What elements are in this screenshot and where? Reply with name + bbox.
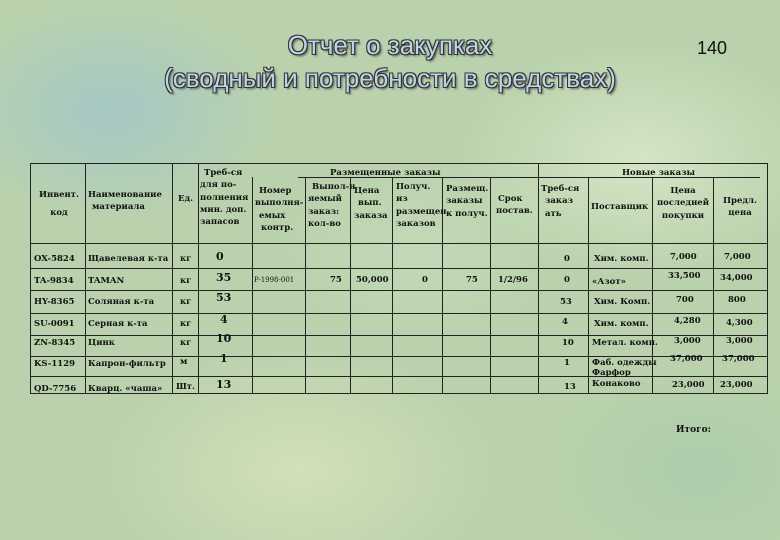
cell-unit: кг (180, 276, 192, 286)
header-delivery-term (496, 193, 533, 218)
row-divider (30, 313, 768, 314)
header-text: покупки (661, 210, 705, 221)
col-divider (198, 163, 199, 394)
cell-supplier: Фарфор Конаково (592, 368, 641, 389)
cell-name: TAMAN (88, 276, 125, 286)
header-text: полнения (200, 192, 249, 203)
col-divider (392, 177, 393, 394)
col-divider (490, 177, 491, 394)
cell-order: 10 (562, 338, 574, 348)
cell-last-price: 4,280 (674, 316, 701, 326)
cell-unit: кг (180, 319, 192, 329)
purchase-report-table (30, 163, 768, 394)
cell-code: SU-0091 (34, 319, 75, 329)
header-supplier: Поставщик (591, 202, 649, 212)
header-text: заказы (446, 196, 483, 207)
cell-unit: Шт. (176, 382, 196, 392)
header-text: размещен. (396, 206, 450, 217)
header-text: Цена (354, 186, 380, 196)
col-divider (172, 163, 173, 394)
cell-unit: кг (180, 297, 192, 307)
header-text: емых (259, 210, 286, 221)
total-label: Итого: (676, 425, 711, 435)
row-divider (30, 356, 768, 357)
cell-last-price: 3,000 (674, 336, 701, 346)
header-received (396, 181, 449, 230)
cell-order-number: P-1998-001 (254, 276, 295, 284)
header-text: контр. (261, 222, 294, 233)
cell-offer-price: 800 (728, 295, 746, 305)
cell-delivery: 1/2/96 (498, 275, 528, 285)
cell-received: 0 (422, 275, 428, 285)
page-number: 140 (697, 38, 728, 58)
cell-unit: м (180, 357, 188, 367)
placed-orders-group: Размещенные заказы (330, 168, 441, 178)
cell-code: KS-1129 (34, 359, 76, 369)
cell-unit: кг (180, 338, 192, 348)
cell-order: 13 (564, 382, 576, 392)
col-divider (538, 163, 539, 394)
header-unit: Ед. (178, 194, 194, 204)
col-divider (713, 177, 714, 394)
header-text: ать (545, 208, 562, 219)
cell-code: ZN-8345 (34, 338, 76, 348)
header-placed-due (446, 183, 488, 220)
table-border-left (30, 163, 31, 394)
header-text: заказ: (308, 206, 340, 217)
new-orders-group: Новые заказы (622, 168, 696, 178)
cell-name: Соляная к-та (88, 297, 155, 307)
cell-last-price: 700 (676, 295, 694, 305)
cell-name: Капрон-фильтр (88, 359, 166, 369)
cell-offer-price: 34,000 (720, 273, 753, 283)
header-last-price (656, 185, 710, 222)
col-divider (305, 177, 306, 394)
cell-name: Серная к-та (88, 319, 148, 329)
header-text: заказов (396, 218, 436, 229)
header-text: Цена (670, 186, 696, 196)
cell-offer-price: 3,000 (726, 336, 753, 346)
row-divider (30, 268, 768, 269)
cell-last-price: 37,000 (670, 354, 703, 364)
cell-req: 1 (220, 352, 228, 365)
header-text: материала (92, 202, 145, 213)
cell-last-price: 23,000 (672, 380, 705, 390)
header-text: Наименование (88, 190, 162, 200)
header-divider (30, 243, 768, 244)
cell-order: 4 (562, 317, 568, 327)
header-req-min (200, 167, 248, 229)
slide-title-line-2: (сводный и потребности в средствах) (164, 63, 616, 93)
cell-offer-price: 7,000 (724, 252, 751, 262)
header-text: постав. (496, 206, 533, 217)
cell-order: 0 (564, 275, 570, 285)
col-divider (252, 177, 253, 394)
cell-supplier: «Азот» (592, 277, 626, 287)
col-divider (85, 163, 86, 394)
header-text: Срок (498, 194, 523, 204)
header-text: Инвент. (38, 190, 79, 200)
cell-order: 0 (564, 254, 570, 264)
cell-order: 1 (564, 358, 570, 368)
header-text: яемый (308, 194, 342, 205)
cell-offer-price: 37,000 (722, 354, 755, 364)
header-req-order (541, 183, 579, 220)
header-name (88, 189, 162, 214)
cell-supplier: Фаб. одежды (592, 358, 657, 368)
header-text: цена (728, 208, 752, 219)
cell-code: OX-5824 (34, 254, 75, 264)
slide-title-line-1: Отчет о закупках (287, 30, 493, 60)
header-text: заказа (354, 210, 388, 221)
header-text: Треб-ся (204, 168, 243, 178)
table-border-top (30, 163, 768, 164)
cell-supplier: Хим. комп. (594, 319, 649, 329)
header-text: мин. доп. (200, 204, 247, 215)
cell-supplier: Хим. комп. (594, 254, 649, 264)
cell-order: 53 (560, 297, 572, 307)
cell-code: HY-8365 (34, 297, 75, 307)
row-divider (30, 376, 768, 377)
cell-exec-price: 50,000 (356, 275, 389, 285)
row-divider (30, 335, 768, 336)
header-text: для по- (200, 180, 237, 191)
cell-req: 13 (216, 378, 232, 391)
header-text: код (50, 208, 68, 219)
cell-offer-price: 23,000 (720, 380, 753, 390)
cell-req: 35 (216, 271, 232, 284)
header-text: из (396, 194, 408, 205)
cell-executed: 75 (330, 275, 342, 285)
cell-req: 0 (216, 250, 224, 263)
cell-code: QD-7756 (34, 384, 77, 394)
header-executed-qty (308, 181, 355, 230)
cell-offer-price: 4,300 (726, 318, 753, 328)
cell-unit: кг (180, 254, 192, 264)
cell-name: Кварц. «чаша» (88, 384, 163, 394)
header-text: Треб-ся (541, 184, 580, 194)
cell-supplier: Хим. Комп. (594, 297, 651, 307)
table-border-right (767, 163, 768, 394)
cell-name: Щавелевая к-та (88, 254, 169, 264)
cell-req: 4 (220, 313, 228, 326)
cell-supplier: Метал. комп. (592, 338, 658, 348)
header-order-number (255, 185, 303, 234)
header-text: Предл. (723, 196, 757, 206)
cell-code: TA-9834 (34, 276, 74, 286)
cell-req: 53 (216, 291, 232, 304)
header-text: заказ (545, 196, 574, 207)
cell-req: 10 (216, 332, 232, 345)
header-text: последней (656, 198, 710, 209)
header-text: вып. (358, 198, 382, 209)
cell-placed-due: 75 (466, 275, 478, 285)
cell-last-price: 7,000 (670, 252, 697, 262)
cell-last-price: 33,500 (668, 271, 701, 281)
header-exec-price (354, 185, 388, 222)
header-text: выполня- (255, 198, 304, 209)
header-text: кол-во (308, 218, 341, 229)
cell-name: Цинк (88, 338, 115, 348)
header-offer-price (716, 195, 764, 220)
header-text: запасов (200, 217, 240, 228)
header-text: Номер (259, 186, 292, 196)
row-divider (30, 290, 768, 291)
header-text: Размещ. (446, 184, 489, 194)
header-text: к получ. (446, 208, 488, 219)
header-text: Выпол-н (312, 182, 356, 192)
header-text: Получ. (396, 182, 431, 192)
header-inv-code (38, 189, 80, 220)
col-divider (588, 177, 589, 394)
